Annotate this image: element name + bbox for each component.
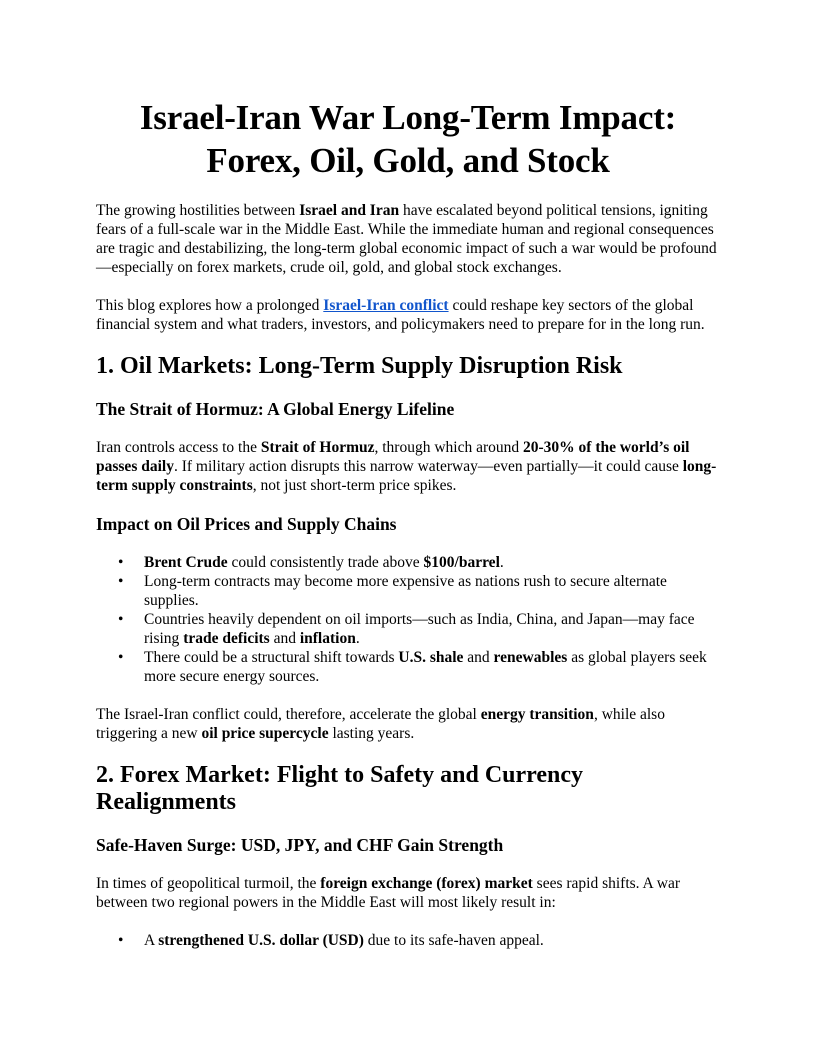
document-body [96, 96, 720, 969]
list-item: • Countries heavily dependent on oil imports—such as India, China, and Japan—may face rising trade deficits and inflation. [118, 610, 695, 647]
bullet-icon: • [118, 648, 124, 666]
bullet-icon: • [118, 553, 124, 571]
subheading-oil-prices: Impact on Oil Prices and Supply Chains [96, 513, 397, 534]
list-item: • There could be a structural shift towards U.S. shale and renewables as global players seek more secure energy sources. [118, 648, 707, 685]
list-item: • Long-term contracts may become more expensive as nations rush to secure alternate supplies. [118, 572, 667, 609]
hormuz-paragraph: Iran controls access to the Strait of Hormuz, through which around 20-30% of the world’s oil passes daily. If military action disrupts this narrow waterway—even partially—it could cause long-term supply constraints, not just short-term price spikes. [96, 438, 717, 494]
energy-transition-paragraph: The Israel-Iran conflict could, therefore, accelerate the global energy transition, while also triggering a new oil price supercycle lasting years. [96, 705, 665, 742]
list-item: • A strengthened U.S. dollar (USD) due to its safe-haven appeal. [118, 931, 544, 949]
bullet-icon: • [118, 572, 124, 590]
bullet-icon: • [118, 931, 124, 949]
oil-impact-list [96, 553, 720, 686]
subheading-strait-of-hormuz: The Strait of Hormuz: A Global Energy Lifeline [96, 398, 455, 419]
section-heading-oil: 1. Oil Markets: Long-Term Supply Disruption Risk [96, 353, 623, 379]
israel-iran-conflict-link[interactable]: Israel-Iran conflict [323, 297, 449, 314]
explore-paragraph: This blog explores how a prolonged Israel-Iran conflict could reshape key sectors of the global financial system and what traders, investors, and policymakers need to prepare for in the long run. [96, 297, 705, 333]
forex-impact-list [96, 931, 720, 950]
page-title: Israel-Iran War Long-Term Impact: Forex, Oil, Gold, and Stock [139, 98, 677, 180]
list-item: • Brent Crude could consistently trade above $100/barrel. [118, 553, 504, 571]
subheading-safe-haven: Safe-Haven Surge: USD, JPY, and CHF Gain Strength [96, 834, 504, 855]
intro-paragraph: The growing hostilities between Israel and Iran have escalated beyond political tensions, igniting fears of a full-scale war in the Middle East. While the immediate human and regional consequences are tragic and destabilizing, the long-term global economic impact of such a war would be profound—especially on forex markets, crude oil, gold, and global stock exchanges. [96, 202, 717, 276]
bullet-icon: • [118, 610, 124, 628]
section-heading-forex: 2. Forex Market: Flight to Safety and Currency Realignments [96, 761, 584, 815]
forex-paragraph: In times of geopolitical turmoil, the foreign exchange (forex) market sees rapid shifts. A war between two regional powers in the Middle East will most likely result in: [96, 874, 681, 911]
